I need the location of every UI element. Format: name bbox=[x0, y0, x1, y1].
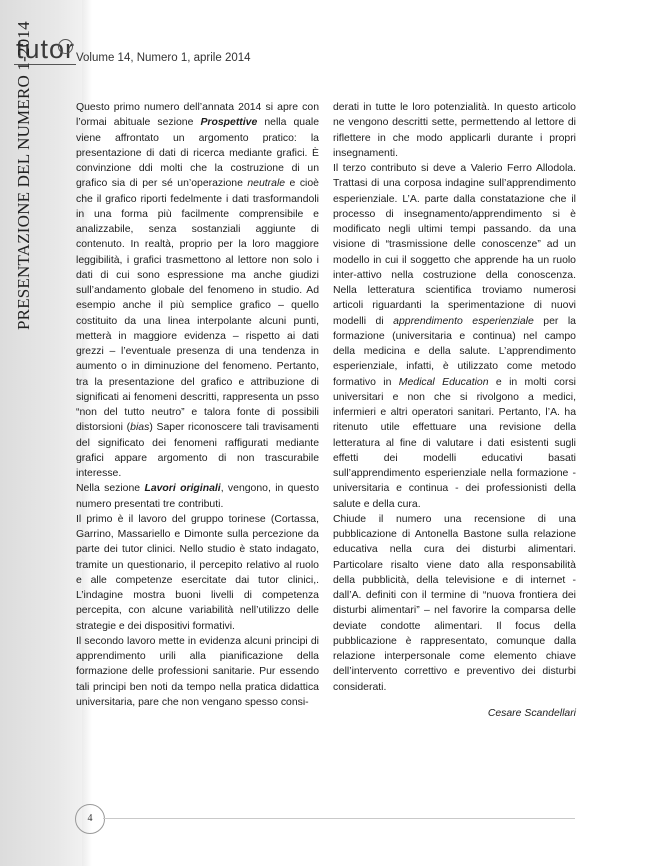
right-column bbox=[333, 100, 576, 721]
sidebar-band bbox=[0, 0, 82, 866]
paragraph-intro: Questo primo numero dell’annata 2014 si apre con l’ormai abituale sezione Prospettive nella quale viene affrontato un argomento pratico: la presentazione di dati di ricerca mediante grafici. È convinzione ddi molti che la costruzione di un grafico sia di per sé un’operazione neutrale e cioè che il grafico riporti fedelmente i dati trasformandoli in una forma più facilmente comprensibile e analizzabile, senza sostanziali aggiunte di contenuto. In realtà, proprio per la loro maggiore leggibilità, i grafici trasmettono al lettore non solo i dati di cui sono espressione ma anche giudizi sull’andamento globale del fenomeno in studio. Ad esempio anche il più semplice grafico – quello costituito da una linea interpolante alcuni punti, metterà in maggiore evidenza – rispetto ai dati grezzi – l’eventuale presenza di una tendenza in aumento o in diminuzione del fenomeno. Pertanto, tra la presentazione del grafico e attribuzione di significati ai fenomeni descritti, rappresenta un psso “non del tutto neutro” e talora fonte di possibili distorsioni (bias) Saper riconoscere tali travisamenti del significato dei fenomeni raffigurati mediante grafici appare argomento di non trascurabile interesse. bbox=[76, 102, 319, 479]
section-name-prospettive: Prospettive bbox=[200, 117, 258, 129]
paragraph-review: Chiude il numero una recensione di una pubblicazione di Antonella Bastone sulla relazione educativa nella cura dei disturbi alimentari. Particolare risalto viene dato alla responsabilità della pubblicità, della televisione e di internet - dall’A. definiti con il termine di “nuova frontiera dei disturbi alimentari” – nel favorire la comparsa delle deviate condotte alimentari. Il focus della pubblicazione è rappresentato, comunque dalla relazione interpersonale come elemento chiave dell’intervento correttivo e preventivo dei disturbi considerati. bbox=[333, 513, 576, 693]
journal-logo: tutor bbox=[16, 34, 76, 64]
footer-rule bbox=[103, 818, 575, 819]
author-signature: Cesare Scandellari bbox=[487, 707, 576, 719]
paragraph-third-work: Il terzo contributo si deve a Valerio Ferro Allodola. Trattasi di una corposa indagine sull’apprendimento esperienziale. L’A. parte dalla constatazione che il processo di insegnamento/apprendimento si è modificato negli ultimi tempi passando. da una visione di “trasmissione delle conoscenze” ad un modello in cui il soggetto che apprende ha un ruolo inter-attivo nella costruzione della conoscenza. Nella letteratura scientifica troviamo numerosi articoli riguardanti la sperimentazione di nuovi modelli di apprendimento esperienziale per la formazione (universitaria e continua) nel campo della medicina e della salute. L’apprendimento esperienziale, infatti, è utilizzato come metodo formativo in Medical Education e in molti corsi universitari e non che si rivolgono a medici, infermieri e altri operatori sanitari. Pertanto, l’A. ha ritenuto utile effettuare una revisione della letteratura al fine di valutare i dati esistenti sugli effetti dei modelli educativi basati sull’apprendimento esperienziale nella formazione - universitaria e continua - dei professionisti della salute e della cura. bbox=[333, 163, 576, 510]
paragraph-first-work: Il primo è il lavoro del gruppo torinese (Cortassa, Garrino, Massariello e Dimonte sulla percezione da parte dei tutor clinici. Nello studio è stato indagato, tramite un questionario, il percepito relativo al ruolo e alle competenze esercitate dai tutor clinici,. L’indagine mostra buoni livelli di competenza percepita, con alcune variabilità nell’utilizzo delle strategie e dei dispositivi formativi. bbox=[76, 513, 319, 632]
issue-info: Volume 14, Numero 1, aprile 2014 bbox=[76, 52, 251, 64]
paragraph-second-work: Il secondo lavoro mette in evidenza alcuni principi di apprendimento urili alla pianificazione della formazione delle professioni sanitarie. Pur essendo tali principi ben noti da tempo nella pratica didattica universitaria, pare che non vengano spesso consi- bbox=[76, 635, 319, 708]
paragraph-lavori-originali: Nella sezione Lavori originali, vengono, in questo numero presentati tre contributi. bbox=[76, 483, 319, 510]
section-name-lavori-originali: Lavori originali bbox=[144, 483, 221, 495]
section-title: PRESENTAZIONE DEL NUMERO 1-2014 bbox=[14, 21, 33, 330]
page-number: 4 bbox=[75, 804, 105, 834]
left-column bbox=[76, 100, 319, 710]
logo-circle-mark bbox=[58, 39, 73, 54]
paragraph-second-work-cont: derati in tutte le loro potenzialità. In questo articolo ne vengono descritti sette, permettendo al lettore di riflettere in che modo applicarli durante i propri insegnamenti. bbox=[333, 102, 576, 159]
